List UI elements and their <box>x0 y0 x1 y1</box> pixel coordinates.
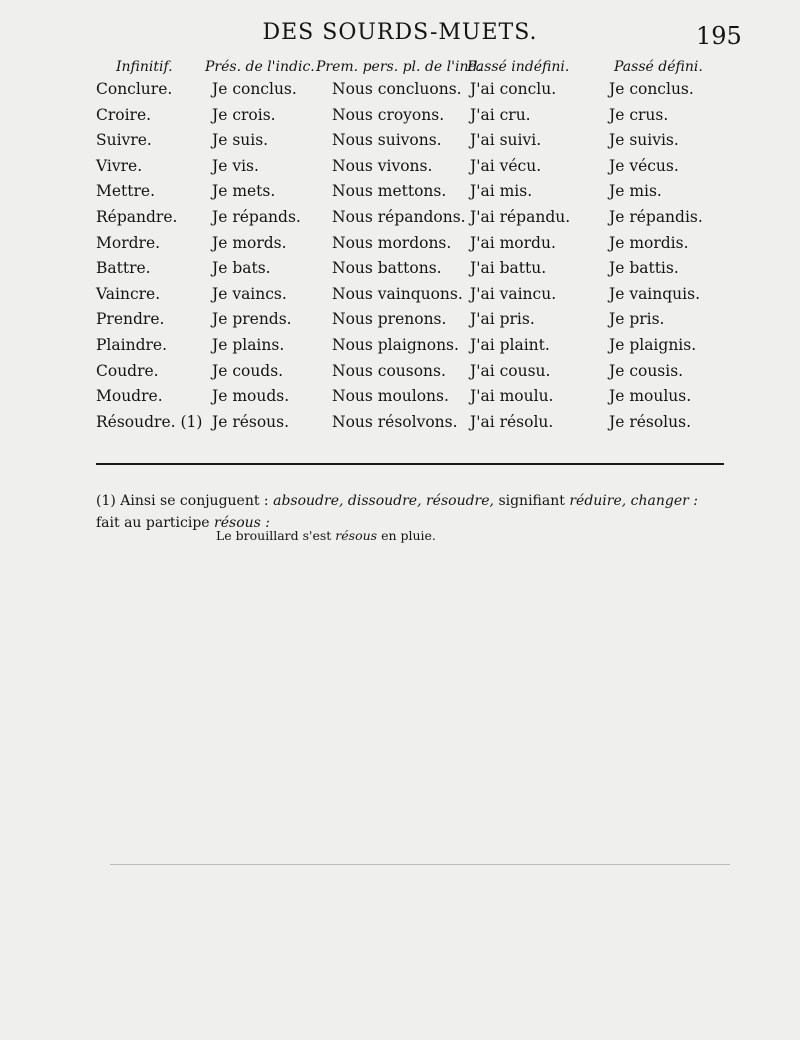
cell-passe-defini: Je vécus. <box>609 156 679 175</box>
cell-infinitive: Plaindre. <box>96 335 167 354</box>
cell-present: Je répands. <box>212 207 301 226</box>
cell-first-plural: Nous répandons. <box>332 207 466 226</box>
cell-passe-indefini: J'ai mordu. <box>470 233 556 252</box>
cell-present: Je vaincs. <box>212 284 287 303</box>
table-row <box>0 157 800 183</box>
cell-infinitive: Mettre. <box>96 182 156 201</box>
cell-passe-defini: Je crus. <box>609 105 669 124</box>
table-row <box>0 106 800 132</box>
cell-first-plural: Nous mordons. <box>332 233 452 252</box>
cell-infinitive: Suivre. <box>96 131 152 150</box>
cell-present: Je couds. <box>212 361 284 380</box>
cell-infinitive: Moudre. <box>96 387 163 406</box>
footnote-participle: résous : <box>214 515 270 531</box>
table-row <box>0 131 800 157</box>
footnote-signifiant: signifiant <box>498 493 565 509</box>
cell-passe-indefini: J'ai battu. <box>470 259 547 278</box>
footnote-marker: (1) <box>96 493 116 509</box>
cell-first-plural: Nous vivons. <box>332 156 433 175</box>
cell-present: Je crois. <box>212 105 276 124</box>
cell-present: Je prends. <box>212 310 292 329</box>
cell-passe-indefini: J'ai pris. <box>470 310 535 329</box>
example-italic: résous <box>335 528 378 543</box>
table-row <box>0 387 800 413</box>
column-header-imperatif: Prem. pers. pl. de l'ind. <box>316 59 482 75</box>
cell-passe-defini: Je moulus. <box>609 387 692 406</box>
conjugation-table <box>0 80 800 438</box>
cell-passe-indefini: J'ai répandu. <box>470 207 571 226</box>
column-header-passe-defini: Passé défini. <box>614 59 703 75</box>
table-row <box>0 182 800 208</box>
cell-infinitive: Répandre. <box>96 207 178 226</box>
cell-present: Je bats. <box>212 259 271 278</box>
cell-passe-indefini: J'ai moulu. <box>470 387 554 406</box>
footnote-meaning: réduire, changer : <box>569 493 698 509</box>
table-row <box>0 80 800 106</box>
cell-present: Je mouds. <box>212 387 290 406</box>
bleed-through-rule <box>110 864 730 865</box>
footnote-text: Ainsi se conjuguent : <box>120 493 269 509</box>
cell-passe-defini: Je répandis. <box>609 207 703 226</box>
cell-passe-defini: Je suivis. <box>609 131 679 150</box>
cell-present: Je mets. <box>212 182 276 201</box>
cell-first-plural: Nous cousons. <box>332 361 446 380</box>
cell-first-plural: Nous résolvons. <box>332 412 458 431</box>
cell-passe-indefini: J'ai cru. <box>470 105 531 124</box>
cell-passe-indefini: J'ai cousu. <box>470 361 551 380</box>
example-text-end: en pluie. <box>381 528 436 543</box>
cell-passe-indefini: J'ai mis. <box>470 182 533 201</box>
table-row <box>0 234 800 260</box>
table-row <box>0 259 800 285</box>
column-header-passe-indefini: Passé indéfini. <box>467 59 570 75</box>
table-row <box>0 362 800 388</box>
footnote-example <box>216 528 436 543</box>
cell-first-plural: Nous prenons. <box>332 310 447 329</box>
cell-infinitive: Résoudre. (1) <box>96 412 203 431</box>
cell-passe-indefini: J'ai vaincu. <box>470 284 557 303</box>
footnote-text-after: fait au participe <box>96 515 210 531</box>
table-row <box>0 285 800 311</box>
cell-infinitive: Croire. <box>96 105 152 124</box>
cell-first-plural: Nous plaignons. <box>332 335 459 354</box>
cell-first-plural: Nous battons. <box>332 259 442 278</box>
cell-first-plural: Nous moulons. <box>332 387 449 406</box>
cell-passe-defini: Je mis. <box>609 182 662 201</box>
cell-infinitive: Coudre. <box>96 361 159 380</box>
column-header-infinitif: Infinitif. <box>116 59 173 75</box>
table-row <box>0 413 800 439</box>
cell-passe-defini: Je plaignis. <box>609 335 697 354</box>
table-row <box>0 310 800 336</box>
cell-passe-indefini: J'ai plaint. <box>470 335 550 354</box>
cell-present: Je plains. <box>212 335 285 354</box>
cell-passe-indefini: J'ai conclu. <box>470 80 557 98</box>
example-text: Le brouillard s'est <box>216 528 332 543</box>
column-header-present: Prés. de l'indic. <box>205 59 315 75</box>
table-row <box>0 208 800 234</box>
cell-first-plural: Nous mettons. <box>332 182 447 201</box>
cell-first-plural: Nous concluons. <box>332 80 462 98</box>
cell-infinitive: Vaincre. <box>96 284 161 303</box>
cell-infinitive: Battre. <box>96 259 151 278</box>
cell-passe-indefini: J'ai suivi. <box>470 131 542 150</box>
cell-infinitive: Conclure. <box>96 80 173 98</box>
cell-passe-defini: Je pris. <box>609 310 665 329</box>
cell-first-plural: Nous vainquons. <box>332 284 463 303</box>
cell-passe-defini: Je conclus. <box>609 80 694 98</box>
running-title: DES SOURDS-MUETS. <box>262 20 538 45</box>
cell-passe-defini: Je vainquis. <box>609 284 700 303</box>
section-rule <box>96 463 724 465</box>
cell-first-plural: Nous croyons. <box>332 105 445 124</box>
cell-present: Je suis. <box>212 131 269 150</box>
cell-present: Je conclus. <box>212 80 297 98</box>
table-row <box>0 336 800 362</box>
cell-passe-defini: Je battis. <box>609 259 679 278</box>
cell-present: Je résous. <box>212 412 290 431</box>
cell-passe-indefini: J'ai résolu. <box>470 412 554 431</box>
cell-passe-defini: Je mordis. <box>609 233 689 252</box>
cell-infinitive: Vivre. <box>96 156 143 175</box>
cell-passe-defini: Je résolus. <box>609 412 692 431</box>
cell-passe-defini: Je cousis. <box>609 361 684 380</box>
cell-first-plural: Nous suivons. <box>332 131 442 150</box>
cell-present: Je mords. <box>212 233 287 252</box>
cell-infinitive: Prendre. <box>96 310 165 329</box>
page-number: 195 <box>696 22 742 50</box>
cell-present: Je vis. <box>212 156 259 175</box>
footnote-verbs: absoudre, dissoudre, résoudre, <box>273 493 494 509</box>
cell-passe-indefini: J'ai vécu. <box>470 156 542 175</box>
cell-infinitive: Mordre. <box>96 233 161 252</box>
